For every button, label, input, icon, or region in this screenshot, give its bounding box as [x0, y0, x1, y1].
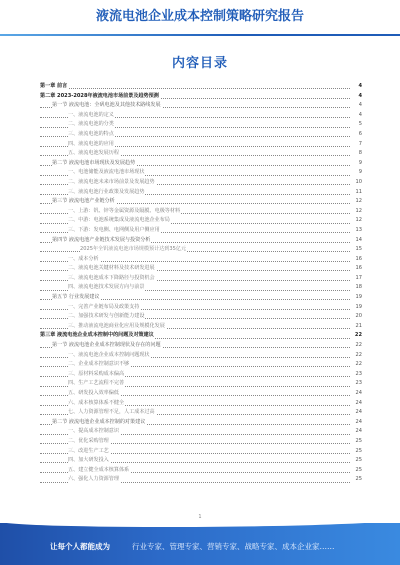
toc-entry-page: 22 [350, 341, 362, 351]
toc-entry[interactable] [40, 226, 362, 236]
toc-entry[interactable] [40, 418, 362, 428]
toc-entry-text: 二、企业成本控制意识不够 [68, 360, 130, 370]
toc-entry-page: 22 [350, 331, 362, 341]
toc-entry-page: 25 [350, 456, 362, 466]
toc-entry-text: 三、液流电池行业政策及发展趋势 [68, 188, 145, 198]
toc-entry-text: 第三节 液流电池产业链分析 [52, 197, 116, 207]
toc-entry-text: 三、改进生产工艺 [68, 447, 110, 457]
toc-entry[interactable] [40, 82, 362, 92]
toc-entry-page: 5 [350, 120, 362, 130]
toc-entry-text: 三、液流电池的特点 [68, 130, 115, 140]
toc-entry[interactable] [40, 466, 362, 476]
toc-entry-page: 11 [350, 188, 362, 198]
toc-entry[interactable] [40, 168, 362, 178]
toc-entry-text: 二、加强技术研发与创新能力建设 [68, 312, 145, 322]
toc-entry-page: 4 [350, 92, 362, 102]
toc-entry-page: 21 [350, 322, 362, 332]
toc-entry-page: 15 [350, 245, 362, 255]
toc-entry-text: 四、加大研发投入 [68, 456, 110, 466]
toc-entry-page: 17 [350, 274, 362, 284]
toc-entry-page: 23 [350, 370, 362, 380]
toc-entry-text: 第二节 液流电池企业成本控制的对策建议 [52, 418, 146, 428]
toc-entry-text: 第二章 2023-2028年液流电池市场前景及趋势预测 [40, 92, 160, 102]
toc-entry[interactable] [40, 341, 362, 351]
toc-entry-page: 16 [350, 264, 362, 274]
toc-entry[interactable] [40, 447, 362, 457]
toc-entry-text: 二、优化采购管理 [68, 437, 110, 447]
toc-entry[interactable] [40, 293, 362, 303]
toc-entry[interactable] [40, 360, 362, 370]
toc-entry-page: 24 [350, 399, 362, 409]
toc-entry[interactable] [40, 274, 362, 284]
toc-entry-text: 第四节 液流电池产业链技术发展与投资分析 [52, 236, 151, 246]
toc-entry-text: 第三章 液流电池企业成本控制中的问题及对策建议 [40, 331, 155, 341]
toc-entry-text: 四、液流电池技术发展方向与前景 [68, 283, 145, 293]
toc-entry-text: 七、人力资源管理不足，人工成本过高 [68, 408, 156, 418]
toc-entry[interactable] [40, 159, 362, 169]
toc-entry-text: 五、建立健全成本核算体系 [68, 466, 130, 476]
report-title: 液流电池企业成本控制策略研究报告 [95, 9, 304, 24]
toc-entry-page: 12 [350, 216, 362, 226]
table-of-contents [40, 82, 362, 512]
toc-entry-text: 二、液流电池未来市场前景及发展趋势 [68, 178, 156, 188]
toc-entry-text: 第二节 液流电池市场现状及发展趋势 [52, 159, 136, 169]
toc-entry-page: 4 [350, 111, 362, 121]
toc-entry[interactable] [40, 408, 362, 418]
toc-entry[interactable] [40, 389, 362, 399]
toc-entry[interactable] [40, 456, 362, 466]
toc-entry-page: 23 [350, 379, 362, 389]
toc-entry-text: 三、下游：发电侧、电网侧及用户侧应用 [68, 226, 161, 236]
toc-entry-page: 7 [350, 140, 362, 150]
footer-banner [0, 523, 400, 565]
toc-entry[interactable] [40, 264, 362, 274]
toc-entry-text: 一、上游：钒、锌等金属资源及隔膜、电极等材料 [68, 207, 181, 217]
toc-entry[interactable] [40, 197, 362, 207]
toc-entry-text: 二、液流电池的分类 [68, 120, 115, 130]
toc-entry-page: 9 [350, 168, 362, 178]
toc-entry[interactable] [40, 322, 362, 332]
toc-entry-page: 25 [350, 466, 362, 476]
toc-entry[interactable] [40, 207, 362, 217]
toc-entry-text: 四、液流电池的应用 [68, 140, 115, 150]
toc-entry-text: 一、完善产业链布局及政策支持 [68, 303, 140, 313]
toc-entry[interactable] [40, 245, 362, 255]
toc-entry[interactable] [40, 178, 362, 188]
toc-entry[interactable] [40, 140, 362, 150]
header-divider [0, 34, 400, 36]
toc-entry-page: 24 [350, 408, 362, 418]
toc-heading: 内容目录 [171, 56, 228, 71]
toc-entry[interactable] [40, 351, 362, 361]
toc-entry-text: 2025年全钒液流电池市场规模预计达到35亿元 [80, 245, 187, 255]
toc-entry-text: 五、液流电池发展历程 [68, 149, 120, 159]
toc-entry-text: 三、原材料采购成本偏高 [68, 370, 125, 380]
toc-entry[interactable] [40, 370, 362, 380]
toc-entry[interactable] [40, 475, 362, 485]
toc-entry[interactable] [40, 331, 362, 341]
dot-leader [40, 88, 350, 89]
toc-entry[interactable] [40, 236, 362, 246]
toc-entry[interactable] [40, 379, 362, 389]
toc-entry[interactable] [40, 283, 362, 293]
toc-entry[interactable] [40, 149, 362, 159]
toc-entry-text: 一、成本分析 [68, 255, 100, 265]
toc-entry-text: 一、液流电池企业成本控制问题现状 [68, 351, 151, 361]
toc-entry-page: 8 [350, 149, 362, 159]
toc-entry[interactable] [40, 399, 362, 409]
toc-entry-text: 第五节 行业发展建议 [52, 293, 100, 303]
toc-entry-page: 25 [350, 475, 362, 485]
toc-entry-page: 18 [350, 283, 362, 293]
toc-entry-page: 24 [350, 389, 362, 399]
toc-entry-text: 五、研发投入效率偏低 [68, 389, 120, 399]
toc-entry-text: 第一章 前言 [40, 82, 68, 92]
toc-entry-page: 16 [350, 255, 362, 265]
toc-entry-page: 24 [350, 427, 362, 437]
toc-entry-page: 13 [350, 226, 362, 236]
toc-entry-page: 14 [350, 236, 362, 246]
footer-slogan: 让每个人都能成为 [50, 542, 110, 551]
toc-entry-page: 19 [350, 293, 362, 303]
toc-entry-text: 三、液流电池成本下降路径与投资机会 [68, 274, 156, 284]
toc-entry[interactable] [40, 92, 362, 102]
toc-entry[interactable] [40, 101, 362, 111]
toc-entry[interactable] [40, 437, 362, 447]
toc-entry-text: 一、提高成本控制意识 [68, 427, 120, 437]
toc-entry-page: 25 [350, 437, 362, 447]
toc-entry-page: 20 [350, 312, 362, 322]
page-number: 1 [198, 514, 202, 520]
toc-entry-page: 9 [350, 159, 362, 169]
toc-entry[interactable] [40, 111, 362, 121]
toc-entry-text: 三、推动液流电池商业化应用及规模化发展 [68, 322, 166, 332]
toc-entry-page: 10 [350, 178, 362, 188]
toc-entry-page: 24 [350, 418, 362, 428]
footer-subline: 行业专家、管理专家、营销专家、战略专家、成本企业家…… [132, 542, 335, 551]
toc-entry-page: 25 [350, 447, 362, 457]
toc-entry-page: 4 [350, 101, 362, 111]
toc-entry[interactable] [40, 130, 362, 140]
toc-entry[interactable] [40, 216, 362, 226]
toc-entry[interactable] [40, 255, 362, 265]
toc-entry-text: 六、强化人力资源管理 [68, 475, 120, 485]
toc-entry-text: 一、液流电池的定义 [68, 111, 115, 121]
toc-entry-text: 一、电池储能及液流电池市场现状 [68, 168, 145, 178]
toc-entry-page: 22 [350, 351, 362, 361]
toc-entry-page: 12 [350, 197, 362, 207]
toc-entry[interactable] [40, 188, 362, 198]
toc-entry-text: 第一节 液流电池企业成本控制现状及存在的问题 [52, 341, 162, 351]
toc-entry[interactable] [40, 312, 362, 322]
footer-wave-decoration [0, 523, 400, 527]
toc-entry-text: 四、生产工艺流程不完善 [68, 379, 125, 389]
toc-entry-page: 12 [350, 207, 362, 217]
toc-entry-page: 4 [350, 82, 362, 92]
toc-entry-page: 22 [350, 360, 362, 370]
toc-entry[interactable] [40, 303, 362, 313]
toc-entry-text: 二、液流电池关键材料及技术研发进展 [68, 264, 156, 274]
toc-entry-text: 六、成本核算体系不健全 [68, 399, 125, 409]
toc-entry-text: 第一节 液流电池：全矾电池及其他技术路线发展 [52, 101, 162, 111]
toc-entry[interactable] [40, 427, 362, 437]
toc-entry-page: 6 [350, 130, 362, 140]
toc-entry[interactable] [40, 120, 362, 130]
toc-entry-text: 二、中游：电池系统集成及液流电池企业布局 [68, 216, 171, 226]
toc-entry-page: 19 [350, 303, 362, 313]
